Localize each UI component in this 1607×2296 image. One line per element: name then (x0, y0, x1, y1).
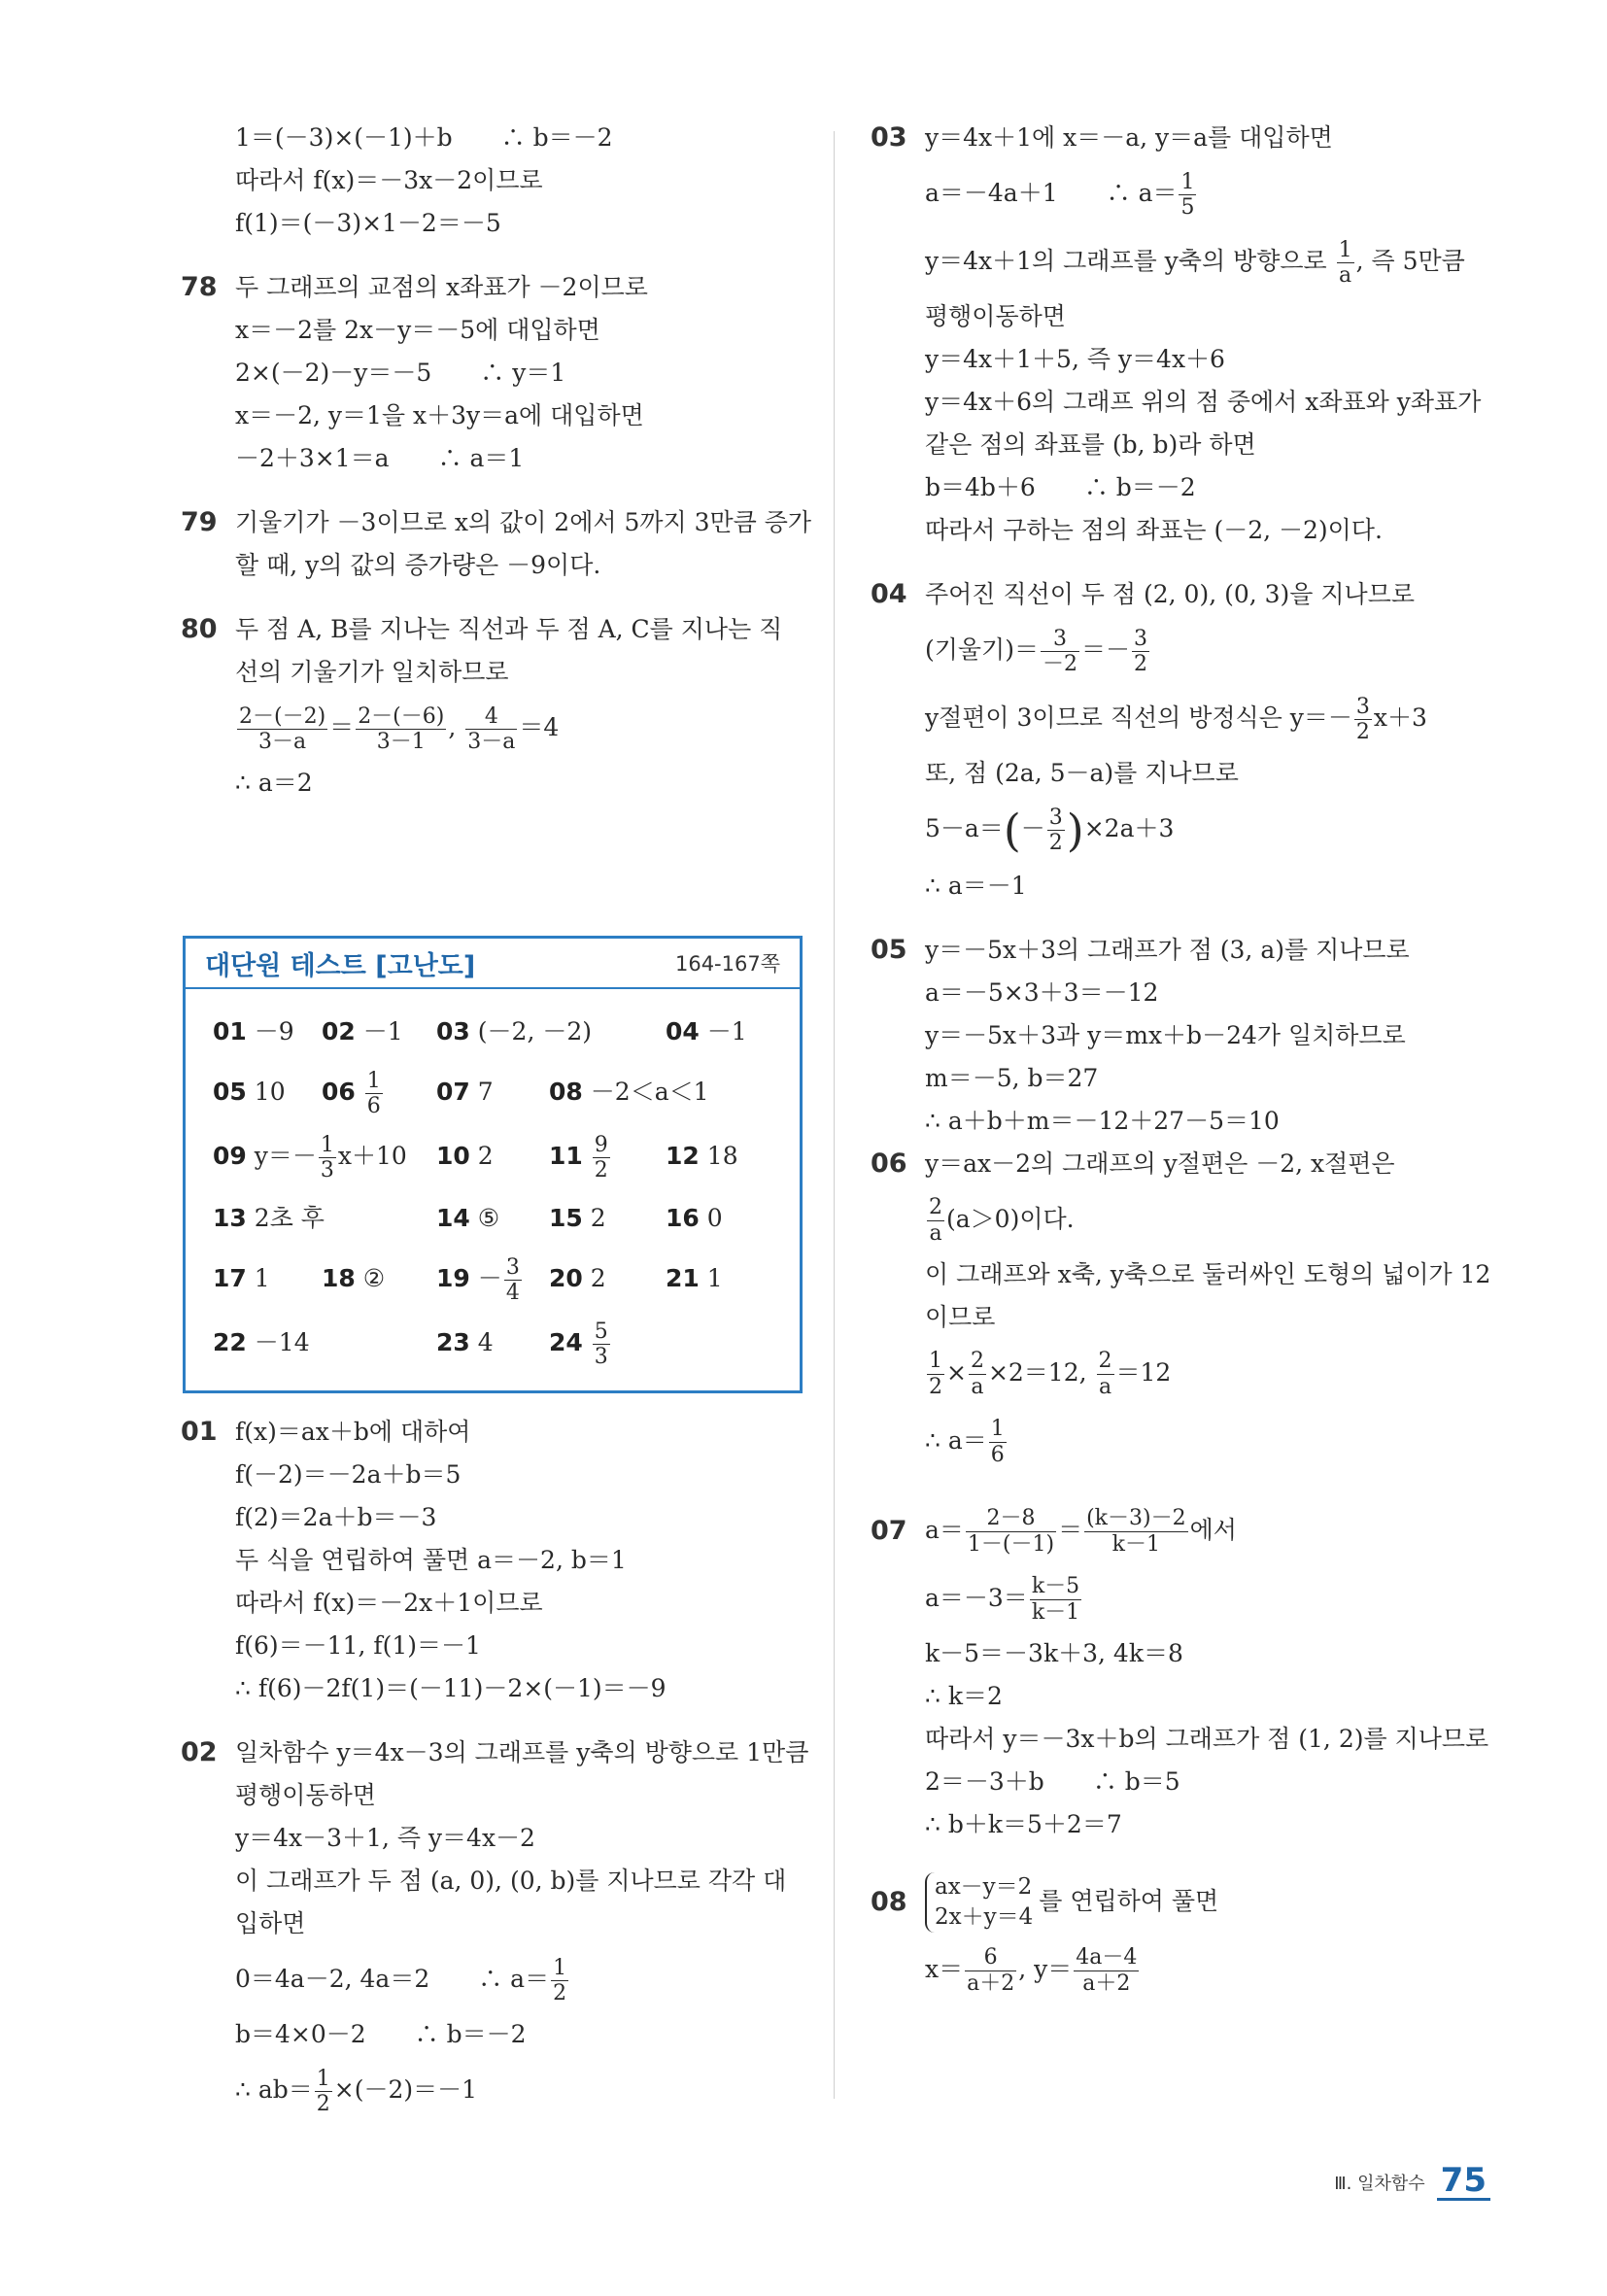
answer-item: 16 0 (666, 1204, 723, 1232)
problem-number: 06 (871, 1148, 907, 1179)
solution-line: x＝－2, y＝1을 x＋3y＝a에 대입하면 (235, 401, 644, 429)
answer-item: 02 －1 (322, 1017, 403, 1045)
answer-row (186, 1003, 800, 1061)
answer-item: 18 ② (322, 1264, 386, 1292)
answer-item: 01 －9 (213, 1017, 294, 1045)
solution-line: f(－2)＝－2a＋b＝5 (235, 1460, 462, 1489)
left-column-lower (181, 1411, 809, 2124)
solution-line: 할 때, y의 값의 증가량은 －9이다. (235, 551, 601, 579)
fraction-equation: 5－a＝(－ $\frac{3}{2}$ )×2a＋3 (925, 804, 1175, 857)
answer-item: 11 $\frac{9}{2}$ (549, 1132, 608, 1182)
equation-brace: ax－y＝2 2x＋y＝4 (925, 1872, 1033, 1933)
solution-line: 또, 점 (2a, 5－a)를 지나므로 (925, 759, 1239, 787)
solution-line: 주어진 직선이 두 점 (2, 0), (0, 3)을 지나므로 (925, 580, 1416, 608)
solution-line: 이므로 (925, 1302, 996, 1331)
problem-02 (181, 1731, 809, 2124)
problem-08 (871, 1868, 1492, 2004)
solution-line: 따라서 y＝－3x＋b의 그래프가 점 (1, 2)를 지나므로 (925, 1724, 1489, 1753)
answer-item: 06 $\frac{1}{6}$ (322, 1068, 381, 1118)
problem-number: 80 (181, 614, 218, 644)
answer-item: 22 －14 (213, 1328, 310, 1356)
fraction-equation: $\frac{2-(-2)}{3-a}$ ＝ $\frac{2-(-6)}{3-1}$ , $\frac{4}{3-a}$ ＝4 (239, 703, 560, 754)
solution-line: 두 식을 연립하여 풀면 a＝－2, b＝1 (235, 1546, 627, 1574)
solution-line: 따라서 f(x)＝－2x＋1이므로 (235, 1589, 543, 1617)
solution-line: 이 그래프와 x축, y축으로 둘러싸인 도형의 넓이가 12 (925, 1259, 1491, 1288)
solution-line: m＝－5, b＝27 (925, 1063, 1099, 1092)
solution-line: f(x)＝ax＋b에 대하여 (235, 1418, 471, 1446)
solution-line: 평행이동하면 (235, 1781, 376, 1809)
solution-line: ∴ k＝2 (925, 1681, 1003, 1710)
answer-box-header (186, 939, 800, 989)
fraction: $\frac{1}{2}$ (316, 2066, 330, 2116)
problem-number: 78 (181, 272, 218, 302)
problem-number: 03 (871, 122, 907, 153)
solution-line: ∴ b＋k＝5＋2＝7 (925, 1809, 1122, 1838)
answer-box-pages: 164-167쪽 (674, 952, 780, 976)
solution-line: 평행이동하면 (925, 302, 1066, 330)
answer-item: 24 $\frac{5}{3}$ (549, 1319, 608, 1369)
solution-line: b＝4b＋6 ∴ b＝－2 (925, 473, 1196, 501)
solution-line: f(1)＝(－3)×1－2＝－5 (235, 209, 501, 237)
solution-line: 따라서 f(x)＝－3x－2이므로 (235, 166, 543, 194)
fraction-equation: a＝ $\frac{2-8}{1-(-1)}$ ＝ $\frac{(k-3)-2}{k-1}$ 에서 (925, 1506, 1237, 1557)
problem-06 (871, 1143, 1492, 1475)
problem-01 (181, 1411, 803, 1710)
fraction: $\frac{1}{2}$ (553, 1955, 567, 2005)
solution-line: 두 그래프의 교점의 x좌표가 －2이므로 (235, 273, 648, 301)
answer-row (186, 1063, 800, 1121)
solution-line: 두 점 A, B를 지나는 직선과 두 점 A, C를 지나는 직 (235, 615, 783, 643)
solution-line: 이 그래프가 두 점 (a, 0), (0, b)를 지나므로 각각 대 (235, 1867, 787, 1895)
problem-number: 02 (181, 1737, 218, 1767)
answer-item: 13 2초 후 (213, 1204, 325, 1232)
carry-over-solution (181, 117, 803, 245)
solution-line: b＝4×0－2 ∴ b＝－2 (235, 2020, 527, 2048)
solution-line: x＝－2를 2x－y＝－5에 대입하면 (235, 316, 600, 344)
solution-line: 따라서 구하는 점의 좌표는 (－2, －2)이다. (925, 516, 1383, 544)
answer-row (186, 1250, 800, 1308)
solution-line: ∴ a＋b＋m＝－12＋27－5＝10 (925, 1106, 1280, 1135)
answer-item: 10 2 (436, 1142, 494, 1170)
answer-item: 05 10 (213, 1078, 286, 1106)
answer-item: 23 4 (436, 1328, 494, 1356)
solution-line: 같은 점의 좌표를 (b, b)라 하면 (925, 430, 1256, 459)
solution-line: ∴ a＝－1 (925, 871, 1027, 900)
left-column (181, 117, 812, 805)
solution-line: f(6)＝－11, f(1)＝－1 (235, 1631, 481, 1660)
problem-number: 07 (871, 1515, 907, 1546)
fraction-equation: a＝－3＝ $\frac{k-5}{k-1}$ (925, 1574, 1080, 1625)
solution-line: 기울기가 －3이므로 x의 값이 2에서 5까지 3만큼 증가 (235, 508, 812, 536)
solution-line: 일차함수 y＝4x－3의 그래프를 y축의 방향으로 1만큼 (235, 1738, 809, 1766)
answer-item: 09 y＝－ $\frac{1}{3}$ x＋10 (213, 1132, 407, 1182)
solution-line: 입하면 (235, 1909, 306, 1937)
solution-line: y＝－5x＋3의 그래프가 점 (3, a)를 지나므로 (925, 935, 1410, 964)
fraction: $\frac{2-(-2)}{3-a}$ (239, 703, 326, 754)
answer-row (186, 1189, 800, 1248)
fraction: $\frac{2-(-6)}{3-1}$ (358, 703, 445, 754)
solution-line: a＝－5×3＋3＝－12 (925, 977, 1159, 1007)
fraction: $\frac{4}{3-a}$ (467, 703, 516, 754)
answer-item: 07 7 (436, 1078, 494, 1106)
column-divider (834, 131, 835, 2099)
answer-item: 15 2 (549, 1204, 606, 1232)
right-column (871, 117, 1492, 2004)
problem-78 (181, 266, 803, 480)
solution-line: y＝ax－2의 그래프의 y절편은 －2, x절편은 (925, 1148, 1395, 1178)
problem-05 (871, 929, 1492, 1143)
answer-item: 08 －2＜a＜1 (549, 1078, 709, 1106)
answer-item: 20 2 (549, 1264, 606, 1292)
answer-item: 17 1 (213, 1264, 270, 1292)
fraction-equation: y절편이 3이므로 직선의 방정식은 y＝－ $\frac{3}{2}$ x＋3 (925, 694, 1427, 744)
fraction-equation: y＝4x＋1의 그래프를 y축의 방향으로 $\frac{1}{a}$ , 즉 5만큼 (925, 237, 1465, 288)
solution-line: ∴ a＝2 (235, 769, 313, 797)
answer-row (186, 1314, 800, 1372)
answer-item: 19 － $\frac{3}{4}$ (436, 1254, 520, 1305)
page-footer (1334, 2163, 1490, 2201)
chapter-label: Ⅲ. 일차함수 (1334, 2173, 1425, 2194)
solution-line: ∴ f(6)－2f(1)＝(－11)－2×(－1)＝－9 (235, 1674, 667, 1702)
answer-item: 03 (－2, －2) (436, 1017, 593, 1045)
answer-row (186, 1127, 800, 1185)
solution-line: －2＋3×1＝a ∴ a＝1 (235, 444, 525, 472)
equation-system: ax－y＝2 2x＋y＝4 를 연립하여 풀면 (925, 1868, 1492, 1936)
problem-number: 79 (181, 507, 218, 537)
problem-number: 04 (871, 579, 907, 609)
problem-number: 08 (871, 1886, 907, 1917)
answer-item: 14 ⑤ (436, 1204, 500, 1232)
solution-line: 2＝－3＋b ∴ b＝5 (925, 1766, 1180, 1796)
problem-79 (181, 501, 812, 587)
problem-80 (181, 608, 803, 805)
answer-item: 12 18 (666, 1142, 738, 1170)
fraction-equation: ∴ a＝ $\frac{1}{6}$ (925, 1417, 1005, 1467)
solution-line: 선의 기울기가 일치하므로 (235, 658, 509, 686)
solution-line: y＝4x＋1에 x＝－a, y＝a를 대입하면 (925, 123, 1333, 152)
answer-key-box (183, 936, 803, 1393)
solution-line: k－5＝－3k＋3, 4k＝8 (925, 1638, 1183, 1667)
fraction-equation: $\frac{1}{2}$ × $\frac{2}{a}$ ×2＝12, $\frac{2}{a}$ ＝12 (929, 1349, 1172, 1399)
solution-line: y＝4x－3＋1, 즉 y＝4x－2 (235, 1824, 535, 1852)
answer-item: 21 1 (666, 1264, 723, 1292)
problem-07 (871, 1496, 1492, 1846)
fraction-equation: $\frac{2}{a}$ (a＞0)이다. (929, 1195, 1075, 1246)
problem-number: 01 (181, 1417, 218, 1447)
solution-line: 1＝(－3)×(－1)＋b ∴ b＝－2 (235, 123, 613, 152)
fraction-equation: ∴ ab＝ $\frac{1}{2}$ ×(－2)＝－1 (235, 2066, 478, 2116)
solution-line: y＝－5x＋3과 y＝mx＋b－24가 일치하므로 (925, 1020, 1406, 1049)
solution-line: f(2)＝2a＋b＝－3 (235, 1503, 437, 1531)
problem-number: 05 (871, 934, 907, 965)
answer-box-title: 대단원 테스트 [고난도] (205, 950, 476, 981)
solution-line: 2×(－2)－y＝－5 ∴ y＝1 (235, 359, 566, 387)
answer-item: 04 －1 (666, 1017, 747, 1045)
problem-04 (871, 573, 1492, 908)
solution-line: y＝4x＋1＋5, 즉 y＝4x＋6 (925, 345, 1225, 373)
fraction-equation: a＝－4a＋1 ∴ a＝ $\frac{1}{5}$ (925, 169, 1195, 220)
fraction-equation: 0＝4a－2, 4a＝2 ∴ a＝ $\frac{1}{2}$ (235, 1955, 567, 2005)
solution-line: y＝4x＋6의 그래프 위의 점 중에서 x좌표와 y좌표가 (925, 388, 1482, 416)
fraction-equation: (기울기)＝ $\frac{3}{-2}$ ＝－ $\frac{3}{2}$ (925, 626, 1147, 676)
page-number: 75 (1437, 2163, 1490, 2201)
problem-03 (871, 117, 1492, 552)
fraction-equation: x＝ $\frac{6}{a+2}$ , y＝ $\frac{4a-4}{a+2}$ (925, 1945, 1138, 1996)
